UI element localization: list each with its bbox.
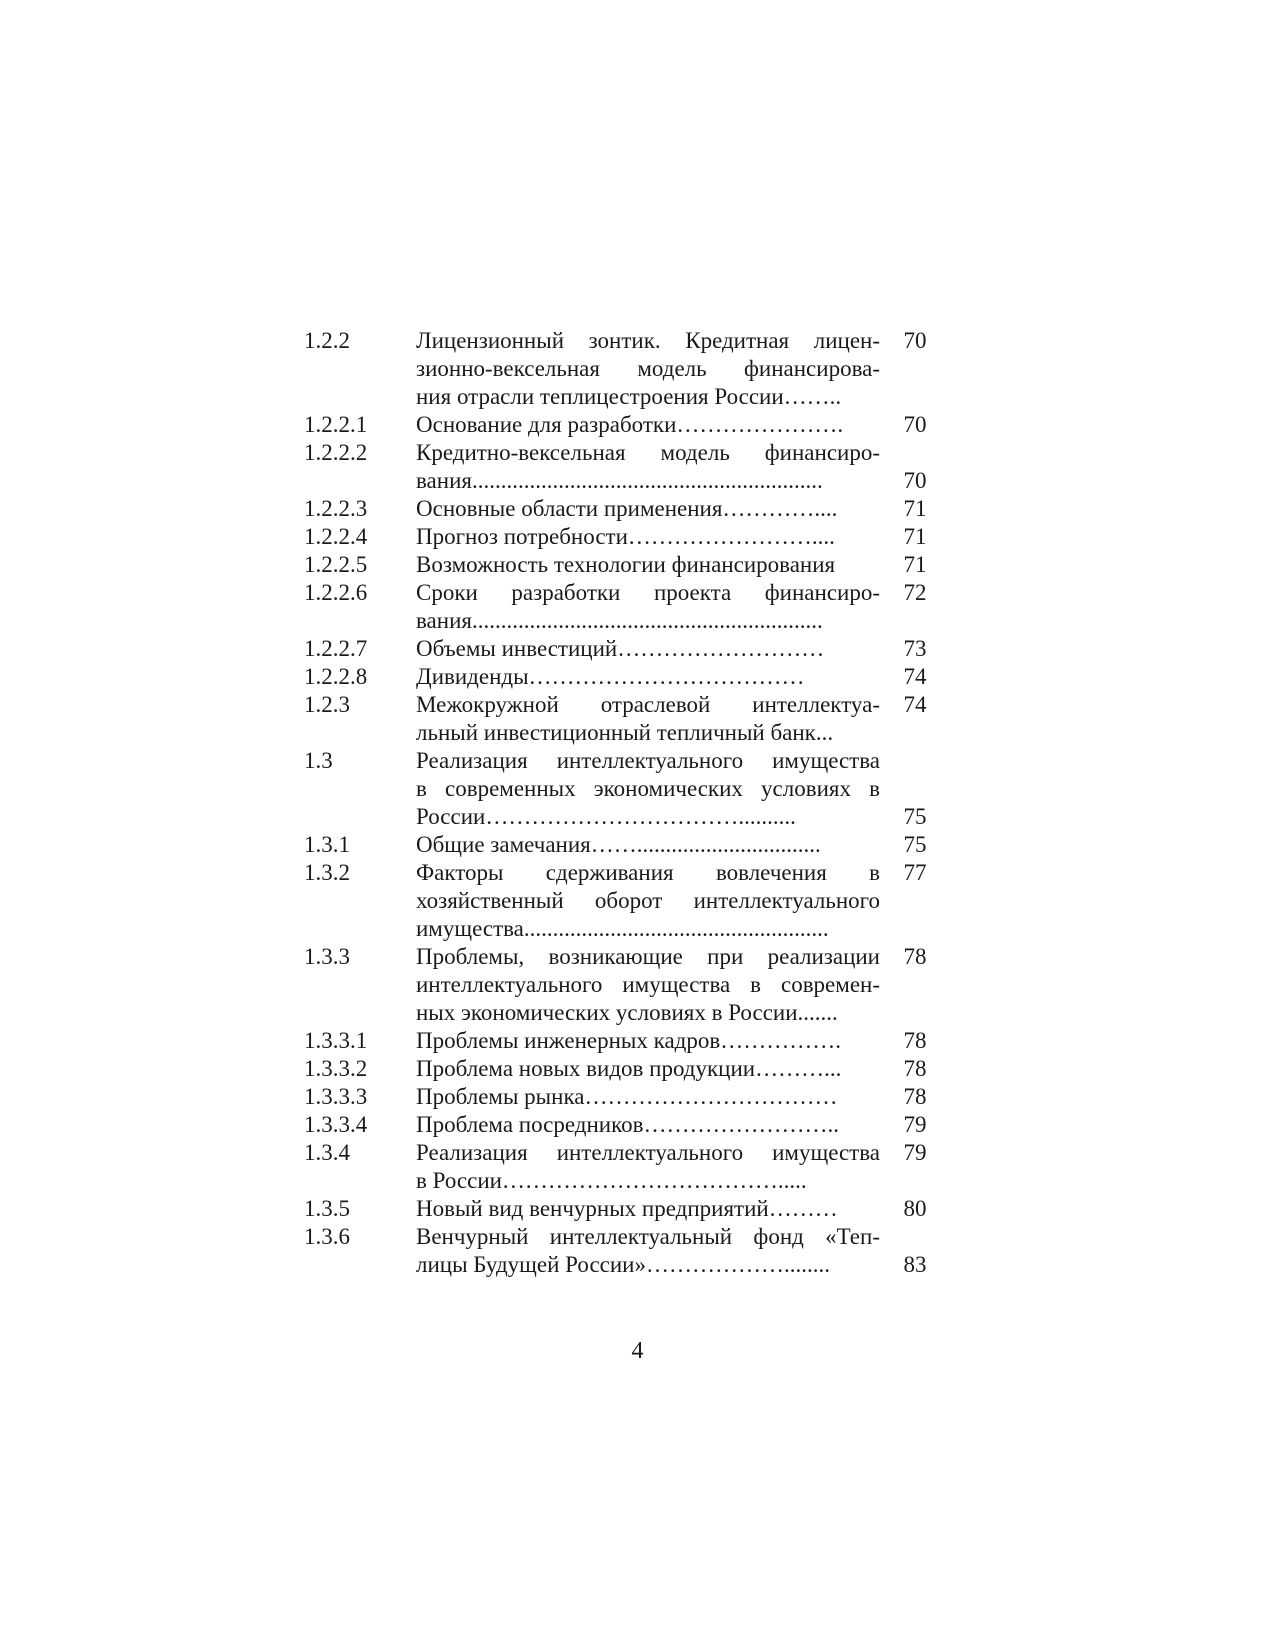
toc-entry (0, 411, 1275, 439)
toc-entry-number: 1.3 (304, 748, 333, 773)
toc-entry-title (416, 523, 880, 551)
toc-entry-page: 77 (903, 860, 927, 885)
toc-entry-page: 72 (903, 580, 927, 605)
toc-entry (0, 579, 1275, 635)
toc-entry-page: 70 (903, 328, 927, 353)
toc-entry-title (416, 579, 880, 635)
toc-entry (0, 1195, 1275, 1223)
toc-entry-title (416, 411, 880, 439)
toc-entry-title-line: Проблемы рынка…………………………… (416, 1084, 838, 1109)
toc-entry-number: 1.3.3.4 (304, 1112, 368, 1137)
toc-entry-page: 79 (903, 1140, 927, 1165)
toc-entry-page: 75 (903, 832, 927, 857)
toc-entry-page: 78 (903, 1028, 927, 1053)
toc-entry-page: 71 (903, 552, 927, 577)
toc-entry (0, 1083, 1275, 1111)
toc-entry (0, 1027, 1275, 1055)
toc-entry-title-line: хозяйственный оборот интеллектуального (416, 888, 880, 913)
toc-entry-title-line: Сроки разработки проекта финансиро- (416, 580, 880, 605)
toc-entry-title (416, 1223, 880, 1279)
toc-entry-number: 1.3.5 (304, 1196, 350, 1221)
toc-entry-title-line: в России………………………………..... (416, 1168, 807, 1193)
toc-entry-title-line: имущества..................................................... (416, 916, 829, 941)
toc-entry-title (416, 1027, 880, 1055)
toc-entry-title-line: Лицензионный зонтик. Кредитная лицен- (416, 328, 880, 353)
toc-entry-title-line: Общие замечания……................................ (416, 832, 821, 857)
toc-entry (0, 859, 1275, 943)
toc-entry-number: 1.3.4 (304, 1140, 350, 1165)
toc-entry-title-line: Проблемы инженерных кадров……………. (416, 1028, 841, 1053)
toc-entry-title (416, 943, 880, 1027)
toc-entry (0, 1055, 1275, 1083)
toc-entry-number: 1.3.3.1 (304, 1028, 368, 1053)
toc-entry (0, 439, 1275, 495)
toc-entry-title-line: Реализация интеллектуального имущества (416, 1140, 880, 1165)
toc-entry-title-line: Проблема новых видов продукции………... (416, 1056, 842, 1081)
toc-entry-page: 80 (903, 1196, 927, 1221)
toc-entry-title-line: России…………………………….......... (416, 804, 796, 829)
toc-entry-number: 1.3.1 (304, 832, 350, 857)
toc-entry (0, 1223, 1275, 1279)
toc-entry-title-line: Возможность технологии финансирования (416, 552, 836, 577)
toc-entry-title-line: лицы Будущей России»………………........ (416, 1252, 830, 1277)
toc-entry-number: 1.3.3.3 (304, 1084, 368, 1109)
toc-entry-title-line: Проблема посредников…………………….. (416, 1112, 839, 1137)
toc-entry-page: 78 (903, 1056, 927, 1081)
toc-entry-number: 1.3.2 (304, 860, 350, 885)
toc-entry-title-line: вания............................................................. (416, 468, 823, 493)
toc-entry-title (416, 1195, 880, 1223)
table-of-contents (0, 327, 1275, 1279)
toc-entry-title (416, 551, 880, 579)
toc-entry-title (416, 1055, 880, 1083)
toc-entry-title-line: Венчурный интеллектуальный фонд «Теп- (416, 1224, 880, 1249)
toc-entry (0, 495, 1275, 523)
toc-entry (0, 327, 1275, 411)
toc-entry-page: 78 (903, 944, 927, 969)
toc-entry-number: 1.2.2.5 (304, 552, 368, 577)
toc-entry-title-line: Объемы инвестиций……………………… (416, 636, 825, 661)
toc-entry-page: 74 (903, 692, 927, 717)
toc-entry-title-line: Новый вид венчурных предприятий……… (416, 1196, 838, 1221)
toc-entry-title (416, 747, 880, 831)
toc-entry-title-line: ния отрасли теплицестроения России…….. (416, 384, 842, 409)
toc-entry-page: 79 (903, 1112, 927, 1137)
toc-entry-title (416, 635, 880, 663)
page-number: 4 (631, 1338, 644, 1364)
toc-entry-title-line: Межокружной отраслевой интеллектуа- (416, 692, 880, 717)
toc-entry-page: 71 (903, 524, 927, 549)
toc-entry (0, 747, 1275, 831)
toc-entry-page: 70 (903, 412, 927, 437)
toc-entry-number: 1.3.3.2 (304, 1056, 368, 1081)
toc-entry-page: 71 (903, 496, 927, 521)
toc-entry-title (416, 859, 880, 943)
toc-entry-number: 1.2.2.4 (304, 524, 368, 549)
toc-entry-title-line: в современных экономических условиях в (416, 776, 880, 801)
toc-entry-title (416, 439, 880, 495)
toc-entry-number: 1.3.6 (304, 1224, 350, 1249)
toc-entry-page: 78 (903, 1084, 927, 1109)
toc-entry (0, 1111, 1275, 1139)
toc-entry-title-line: интеллектуального имущества в современ- (416, 972, 880, 997)
toc-entry-number: 1.2.2.2 (304, 440, 368, 465)
toc-entry (0, 635, 1275, 663)
toc-entry-number: 1.2.2.1 (304, 412, 368, 437)
toc-entry-title (416, 1139, 880, 1195)
toc-entry-title (416, 691, 880, 747)
toc-entry-number: 1.2.2.8 (304, 664, 368, 689)
toc-entry (0, 523, 1275, 551)
toc-entry-title-line: Факторы сдерживания вовлечения в (416, 860, 880, 885)
toc-entry-number: 1.2.2 (304, 328, 350, 353)
toc-entry-title-line: ных экономических условиях в России....... (416, 1000, 838, 1025)
toc-entry-title-line: Прогноз потребности…………………….... (416, 524, 835, 549)
toc-entry-title (416, 663, 880, 691)
toc-entry-number: 1.2.2.6 (304, 580, 368, 605)
toc-entry (0, 551, 1275, 579)
toc-entry-title-line: Кредитно-вексельная модель финансиро- (416, 440, 880, 465)
toc-entry-title (416, 831, 880, 859)
toc-entry-page: 70 (903, 468, 927, 493)
toc-entry-title-line: Проблемы, возникающие при реализации (416, 944, 880, 969)
toc-entry (0, 943, 1275, 1027)
toc-entry-title (416, 1111, 880, 1139)
toc-entry-title-line: Основные области применения………….... (416, 496, 838, 521)
toc-entry-title (416, 495, 880, 523)
toc-entry (0, 831, 1275, 859)
toc-entry-page: 74 (903, 664, 927, 689)
toc-entry-page: 83 (903, 1252, 927, 1277)
toc-entry-number: 1.2.2.7 (304, 636, 368, 661)
toc-entry-title-line: вания............................................................. (416, 608, 823, 633)
toc-entry-title-line: Реализация интеллектуального имущества (416, 748, 880, 773)
toc-entry (0, 663, 1275, 691)
toc-entry-number: 1.2.2.3 (304, 496, 368, 521)
toc-entry-title (416, 327, 880, 411)
toc-entry-page: 73 (903, 636, 927, 661)
toc-entry-number: 1.3.3 (304, 944, 350, 969)
toc-entry-title-line: льный инвестиционный тепличный банк... (416, 720, 834, 745)
toc-entry-title-line: зионно-вексельная модель финансирова- (416, 356, 880, 381)
toc-entry (0, 691, 1275, 747)
toc-entry (0, 1139, 1275, 1195)
toc-entry-title (416, 1083, 880, 1111)
toc-entry-title-line: Дивиденды……………………………… (416, 664, 805, 689)
toc-entry-number: 1.2.3 (304, 692, 350, 717)
toc-entry-page: 75 (903, 804, 927, 829)
toc-entry-title-line: Основание для разработки…………………. (416, 412, 844, 437)
